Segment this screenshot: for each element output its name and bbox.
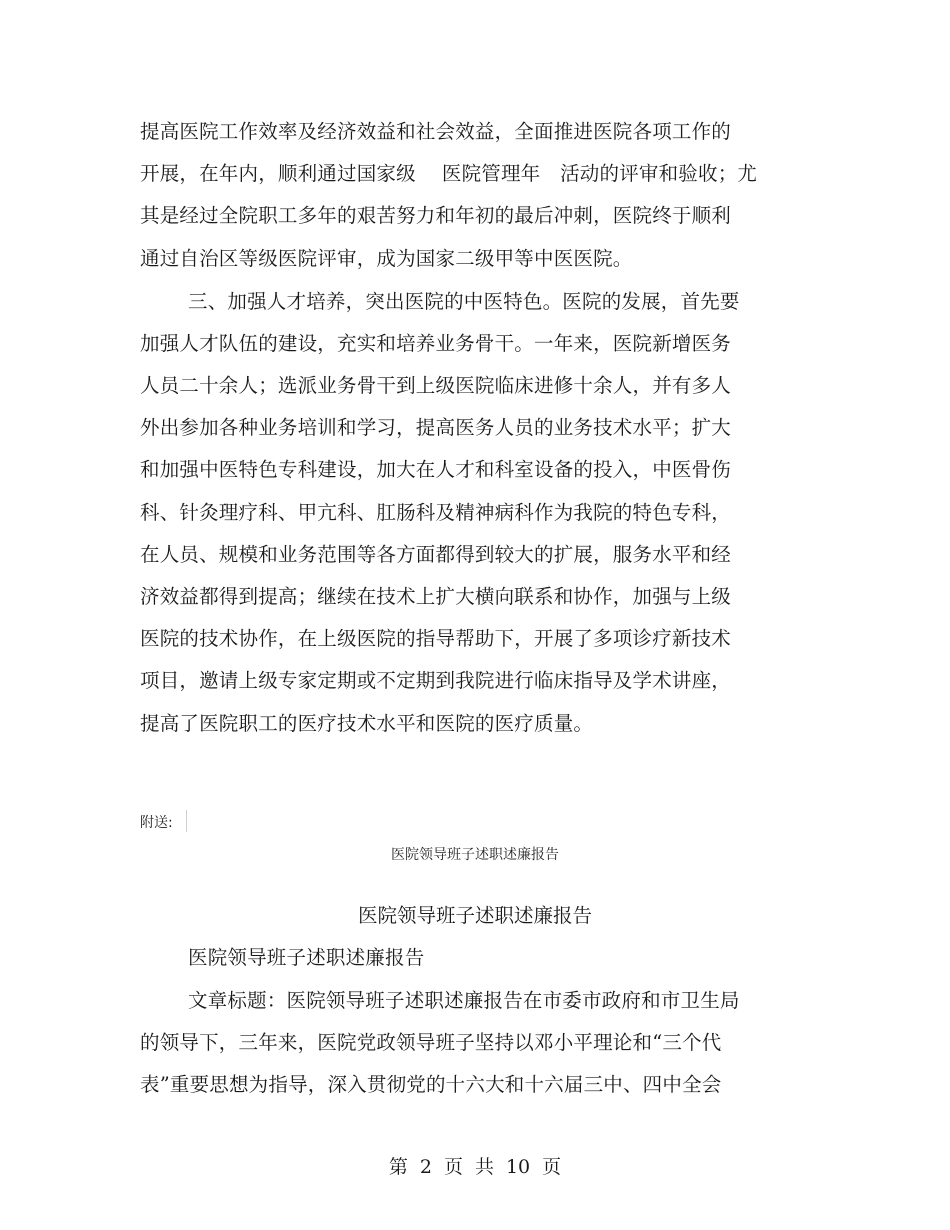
text-line: 和加强中医特色专科建设，加大在人才和科室设备的投入，中医骨伤 <box>140 458 732 481</box>
text-line: 提高了医院职工的医疗技术水平和医院的医疗质量。 <box>140 712 594 735</box>
text-line: 其是经过全院职工多年的艰苦努力和年初的最后冲刺，医院终于顺利 <box>140 204 732 227</box>
attachment-divider <box>186 810 187 832</box>
footer-label: 第 <box>388 1156 408 1178</box>
footer-label: 页 <box>443 1156 463 1178</box>
attachment-label: 附送: <box>140 815 173 831</box>
total-pages-number: 10 <box>505 1156 531 1178</box>
text-line: 科、针灸理疗科、甲亢科、肛肠科及精神病科作为我院的特色专科， <box>140 501 732 524</box>
text-line: 项目，邀请上级专家定期或不定期到我院进行临床指导及学术讲座， <box>140 669 732 692</box>
text-line: 表”重要思想为指导，深入贯彻党的十六大和十六届三中、四中全会 <box>140 1073 722 1096</box>
text-line: 提高医院工作效率及经济效益和社会效益，全面推进医院各项工作的 <box>140 120 732 143</box>
page-number-footer <box>0 1152 950 1179</box>
text-line: 通过自治区等级医院评审，成为国家二级甲等中医医院。 <box>140 247 633 270</box>
text-line: 的领导下，三年来，医院党政领导班子坚持以邓小平理论和“三个代 <box>140 1031 722 1054</box>
text-line: 加强人才队伍的建设，充实和培养业务骨干。一年来，医院新增医务 <box>140 332 732 355</box>
text-line: 开展，在年内，顺利通过国家级 医院管理年 活动的评审和验收；尤 <box>140 162 758 185</box>
footer-label: 共 <box>474 1156 494 1178</box>
text-line: 在人员、规模和业务范围等各方面都得到较大的扩展，服务水平和经 <box>140 543 732 566</box>
text-line: 医院领导班子述职述廉报告 <box>188 946 425 969</box>
text-line: 文章标题：医院领导班子述职述廉报告在市委市政府和市卫生局 <box>188 989 740 1012</box>
text-line: 外出参加各种业务培训和学习，提高医务人员的业务技术水平；扩大 <box>140 416 732 439</box>
text-line: 医院的技术协作，在上级医院的指导帮助下，开展了多项诊疗新技术 <box>140 627 732 650</box>
text-line: 三、加强人才培养，突出医院的中医特色。医院的发展，首先要 <box>188 290 740 313</box>
current-page-number: 2 <box>419 1156 432 1178</box>
document-title: 医院领导班子述职述廉报告 <box>357 904 592 927</box>
footer-label: 页 <box>542 1156 562 1178</box>
text-line: 济效益都得到提高；继续在技术上扩大横向联系和协作，加强与上级 <box>140 585 732 608</box>
attachment-small-title: 医院领导班子述职述廉报告 <box>391 847 559 863</box>
text-line: 人员二十余人；选派业务骨干到上级医院临床进修十余人，并有多人 <box>140 374 732 397</box>
